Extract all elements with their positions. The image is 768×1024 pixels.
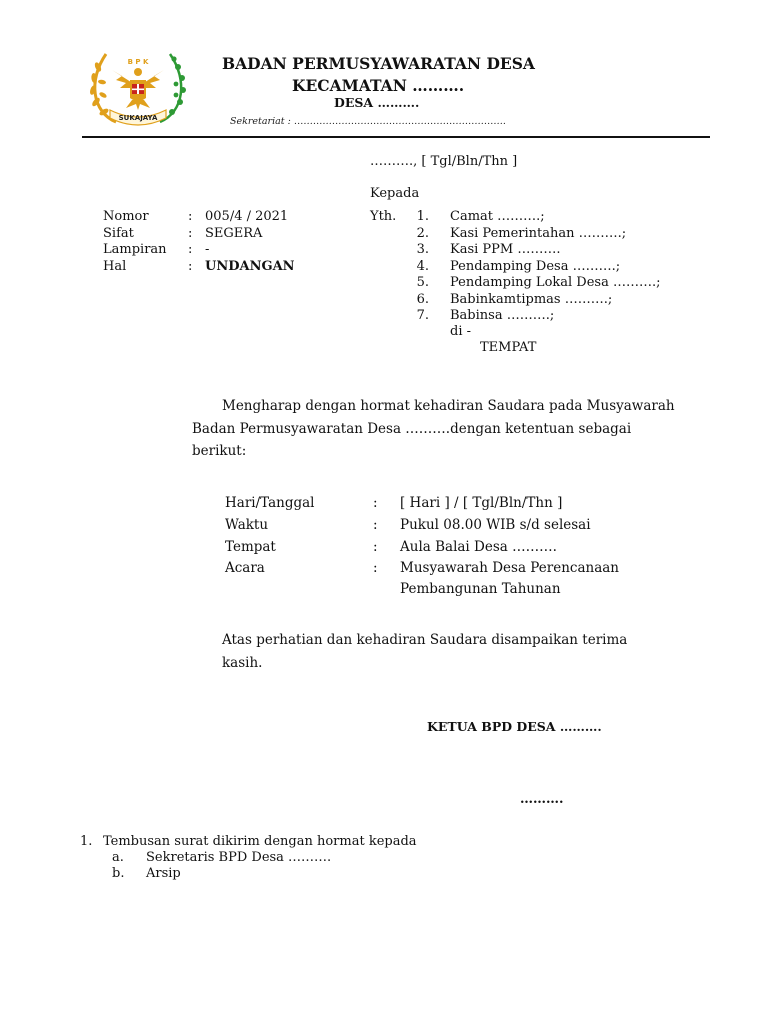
closing-line-1: Atas perhatian dan kehadiran Saudara disampaikan terima	[222, 632, 628, 648]
garuda-icon	[112, 68, 164, 110]
body-paragraph-line-1: Mengharap dengan hormat kehadiran Saudara pada Musyawarah	[222, 398, 675, 414]
detail-value-continued: Pembangunan Tahunan	[400, 581, 561, 597]
meta-label: Nomor	[103, 209, 149, 224]
di-label: di -	[450, 324, 472, 339]
body-paragraph-line-2: Badan Permusyawaratan Desa ……….dengan ketentuan sebagai	[192, 421, 632, 437]
closing-line-2: kasih.	[222, 655, 263, 671]
addressee-number: 5.	[416, 275, 429, 290]
addressee-item: Babinsa ……….;	[450, 308, 555, 323]
header-line-3: DESA ……….	[334, 95, 420, 110]
header-divider	[82, 136, 710, 138]
tembusan-letter: b.	[112, 866, 125, 881]
addressee-item: Pendamping Lokal Desa ……….;	[450, 275, 661, 290]
signature-title: KETUA BPD DESA ……….	[427, 719, 602, 734]
meta-colon: :	[188, 209, 193, 224]
tempat-label: TEMPAT	[480, 340, 537, 355]
meta-label: Sifat	[103, 226, 134, 241]
meta-colon: :	[188, 226, 193, 241]
detail-value: Aula Balai Desa ……….	[400, 539, 557, 555]
detail-value: [ Hari ] / [ Tgl/Bln/Thn ]	[400, 495, 563, 511]
meta-value-lampiran: -	[205, 242, 210, 257]
meta-value-sifat: SEGERA	[205, 226, 263, 241]
meta-value-hal: UNDANGAN	[205, 259, 295, 274]
detail-value: Musyawarah Desa Perencanaan	[400, 560, 619, 576]
meta-label: Lampiran	[103, 242, 167, 257]
detail-label: Acara	[225, 560, 265, 576]
addressee-item: Babinkamtipmas ……….;	[450, 292, 613, 307]
date-place: ………., [ Tgl/Bln/Thn ]	[370, 154, 518, 169]
meta-value-nomor: 005/4 / 2021	[205, 209, 289, 224]
addressee-item: Camat ……….;	[450, 209, 545, 224]
detail-label: Hari/Tanggal	[225, 495, 315, 511]
meta-label: Hal	[103, 259, 127, 274]
detail-colon: :	[373, 517, 378, 533]
body-paragraph-line-3: berikut:	[192, 443, 247, 459]
detail-label: Tempat	[225, 539, 276, 555]
detail-value: Pukul 08.00 WIB s/d selesai	[400, 517, 591, 533]
logo-ribbon-text: SUKAJAYA	[118, 114, 158, 122]
tembusan-item: Arsip	[146, 866, 181, 881]
detail-label: Waktu	[225, 517, 269, 533]
logo-top-text: B P K	[127, 58, 149, 66]
garuda-emblem-icon	[86, 40, 190, 130]
addressee-item: Kasi Pemerintahan ……….;	[450, 226, 627, 241]
addressee-item: Pendamping Desa ……….;	[450, 259, 621, 274]
meta-colon: :	[188, 259, 193, 274]
header-line-2: KECAMATAN ……….	[292, 76, 465, 95]
yth-label: Yth.	[370, 209, 397, 224]
addressee-number: 4.	[416, 259, 429, 274]
meta-colon: :	[188, 242, 193, 257]
header-line-1: BADAN PERMUSYAWARATAN DESA	[222, 54, 535, 73]
detail-colon: :	[373, 560, 378, 576]
tembusan-item: Sekretaris BPD Desa ……….	[146, 850, 332, 865]
addressee-number: 2.	[416, 226, 429, 241]
tembusan-letter: a.	[112, 850, 124, 865]
addressee-number: 1.	[416, 209, 429, 224]
addressee-item: Kasi PPM ……….	[450, 242, 561, 257]
addressee-number: 7.	[416, 308, 429, 323]
tembusan-heading: Tembusan surat dikirim dengan hormat kepada	[103, 834, 417, 849]
detail-colon: :	[373, 539, 378, 555]
addressee-number: 3.	[416, 242, 429, 257]
tembusan-number: 1.	[80, 834, 93, 849]
kepada-label: Kepada	[370, 186, 420, 201]
detail-colon: :	[373, 495, 378, 511]
sekretariat-line: Sekretariat : ………………………………………………………….	[230, 116, 506, 127]
signature-name: ……….	[520, 792, 564, 807]
addressee-number: 6.	[416, 292, 429, 307]
